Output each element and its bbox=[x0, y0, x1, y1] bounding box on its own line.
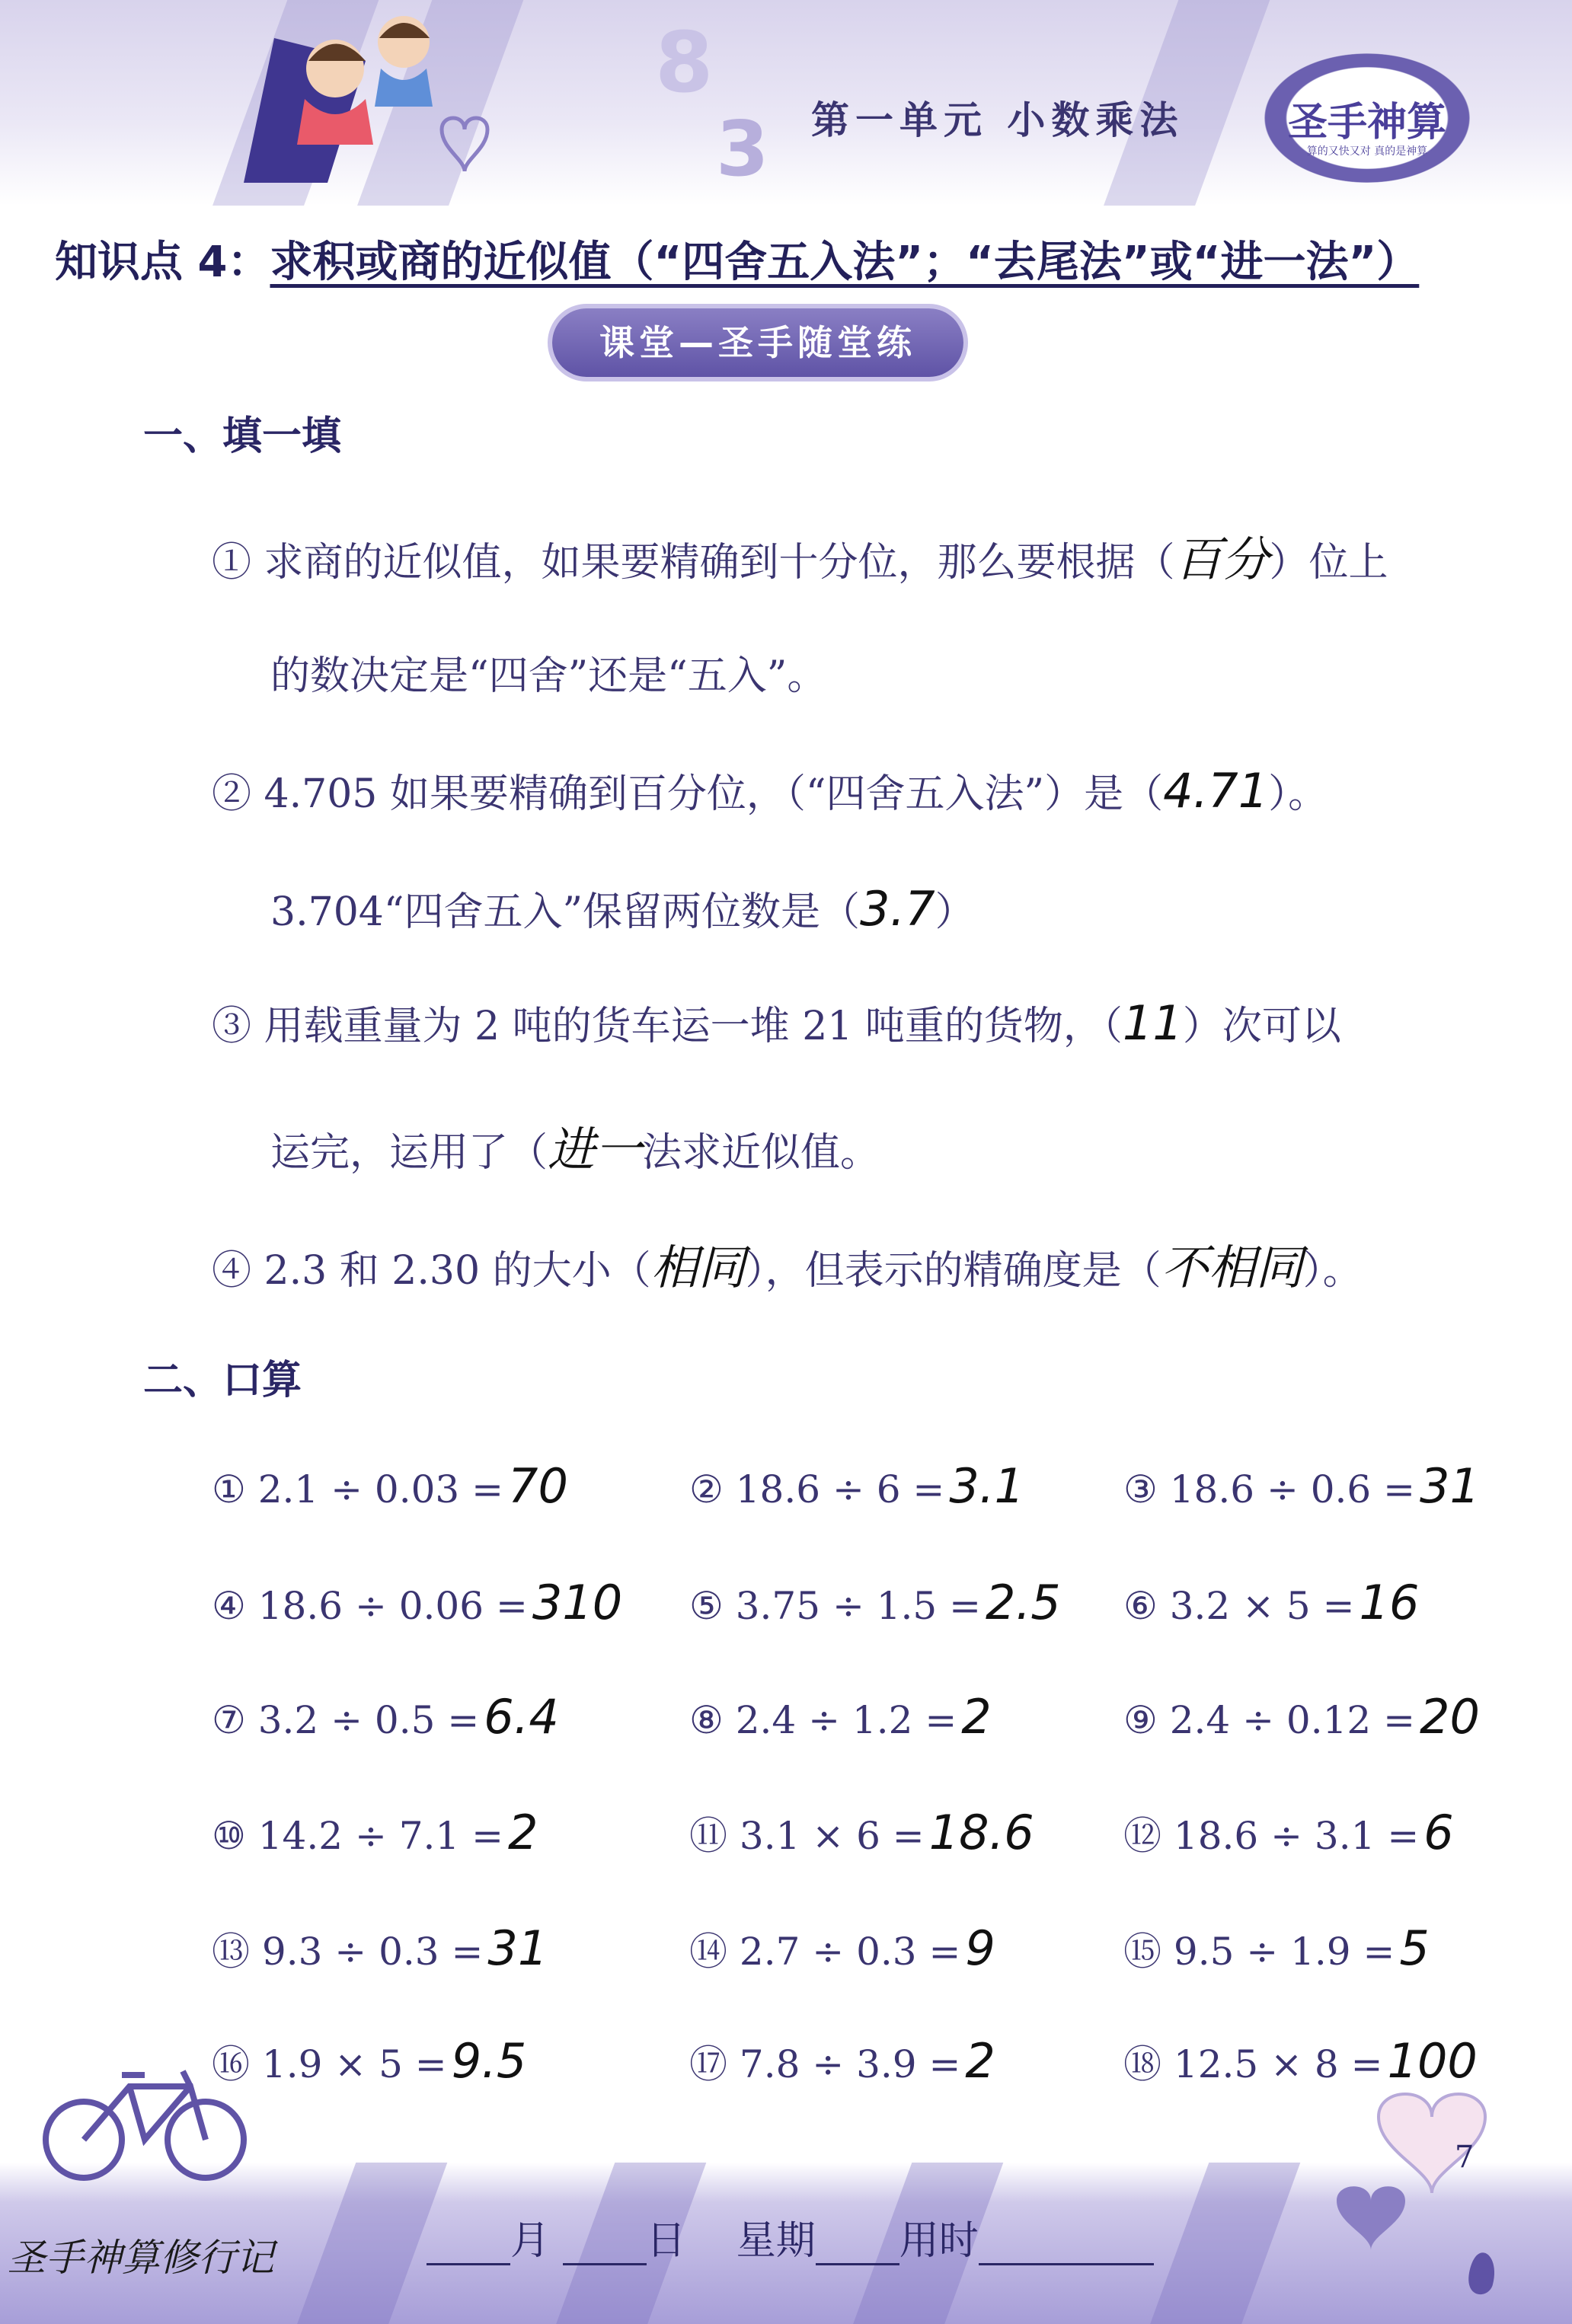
logo-subtitle: 算的又快又对 真的是神算 bbox=[1306, 145, 1428, 158]
calc-item: ⑭ 2.7 ÷ 0.3 =9 bbox=[689, 1920, 995, 1976]
calc-item: ① 2.1 ÷ 0.03 =70 bbox=[212, 1458, 568, 1514]
calc-item: ⑦ 3.2 ÷ 0.5 =6.4 bbox=[212, 1689, 559, 1745]
answer-1: 百分 bbox=[1174, 532, 1270, 587]
weekday-label: 星期 bbox=[736, 2218, 816, 2264]
title-prefix: 知识点 4： bbox=[55, 238, 270, 287]
calc-item: ④ 18.6 ÷ 0.06 =310 bbox=[212, 1575, 623, 1630]
page-number: 7 bbox=[1455, 2140, 1475, 2175]
calc-item: ③ 18.6 ÷ 0.6 =31 bbox=[1123, 1458, 1480, 1514]
answer-3a: 11 bbox=[1122, 995, 1183, 1051]
calc-item: ⑪ 3.1 × 6 =18.6 bbox=[689, 1805, 1034, 1860]
time-label: 用时 bbox=[899, 2218, 979, 2264]
question-2-line-2: 3.704“四舍五入”保留两位数是（3.7） bbox=[270, 881, 975, 937]
question-1-line-2: 的数决定是“四舍”还是“五入”。 bbox=[270, 653, 827, 699]
calc-item: ⑬ 9.3 ÷ 0.3 =31 bbox=[212, 1920, 548, 1976]
day-label: 日 bbox=[646, 2218, 686, 2264]
calc-item: ⑱ 12.5 × 8 =100 bbox=[1123, 2033, 1478, 2089]
answer-2a: 4.71 bbox=[1163, 763, 1269, 819]
practice-banner: 课堂—圣手随堂练 bbox=[552, 308, 963, 377]
logo bbox=[1264, 53, 1470, 183]
calc-item: ⑩ 14.2 ÷ 7.1 =2 bbox=[212, 1805, 538, 1860]
calc-item: ⑥ 3.2 × 5 =16 bbox=[1123, 1575, 1420, 1630]
calc-item: ⑯ 1.9 × 5 =9.5 bbox=[212, 2033, 527, 2089]
svg-text:8: 8 bbox=[655, 15, 714, 111]
children-illustration-icon bbox=[213, 15, 533, 190]
month-label: 月 bbox=[510, 2218, 551, 2264]
calc-item: ⑨ 2.4 ÷ 0.12 =20 bbox=[1123, 1689, 1480, 1745]
section-heading-fill: 一、填一填 bbox=[143, 413, 342, 459]
header-band bbox=[0, 0, 1572, 206]
question-3-line-2: 运完，运用了（进一法求近似值。 bbox=[270, 1122, 880, 1177]
answer-4b: 不相同 bbox=[1161, 1240, 1303, 1295]
title-topic: 求积或商的近似值（“四舍五入法”；“去尾法”或“进一法”） bbox=[270, 238, 1420, 287]
calc-item: ⑰ 7.8 ÷ 3.9 =2 bbox=[689, 2033, 995, 2089]
question-4: ④ 2.3 和 2.30 的大小（相同），但表示的精确度是（不相同）。 bbox=[212, 1240, 1363, 1295]
question-2-line-1: ② 4.705 如果要精确到百分位，（“四舍五入法”）是（4.71）。 bbox=[212, 763, 1328, 819]
numbers-decoration-icon bbox=[640, 15, 792, 190]
answer-4a: 相同 bbox=[650, 1240, 746, 1295]
footer-fields bbox=[427, 2208, 1154, 2265]
knowledge-point-title bbox=[55, 228, 1419, 289]
calc-item: ⑫ 18.6 ÷ 3.1 =6 bbox=[1123, 1805, 1454, 1860]
answer-2b: 3.7 bbox=[860, 881, 935, 937]
question-1-line-1: ① 求商的近似值，如果要精确到十分位，那么要根据（百分）位上 bbox=[212, 532, 1388, 587]
calc-item: ⑮ 9.5 ÷ 1.9 =5 bbox=[1123, 1920, 1430, 1976]
section-heading-mental-math: 二、口算 bbox=[143, 1358, 302, 1403]
hearts-decoration-icon bbox=[1318, 2086, 1546, 2315]
calc-item: ② 18.6 ÷ 6 =3.1 bbox=[689, 1458, 1024, 1514]
question-3-line-1: ③ 用载重量为 2 吨的货车运一堆 21 吨重的货物，（11）次可以 bbox=[212, 995, 1341, 1051]
calc-item: ⑧ 2.4 ÷ 1.2 =2 bbox=[689, 1689, 992, 1745]
logo-title: 圣手神算 bbox=[1287, 100, 1446, 145]
bicycle-icon bbox=[30, 2056, 259, 2185]
svg-text:3: 3 bbox=[716, 104, 769, 190]
chapter-title: 第一单元 小数乘法 bbox=[811, 97, 1184, 142]
calc-item: ⑤ 3.75 ÷ 1.5 =2.5 bbox=[689, 1575, 1061, 1630]
answer-3b: 进一 bbox=[548, 1122, 643, 1177]
footer-brand: 圣手神算修行记 bbox=[8, 2236, 274, 2280]
